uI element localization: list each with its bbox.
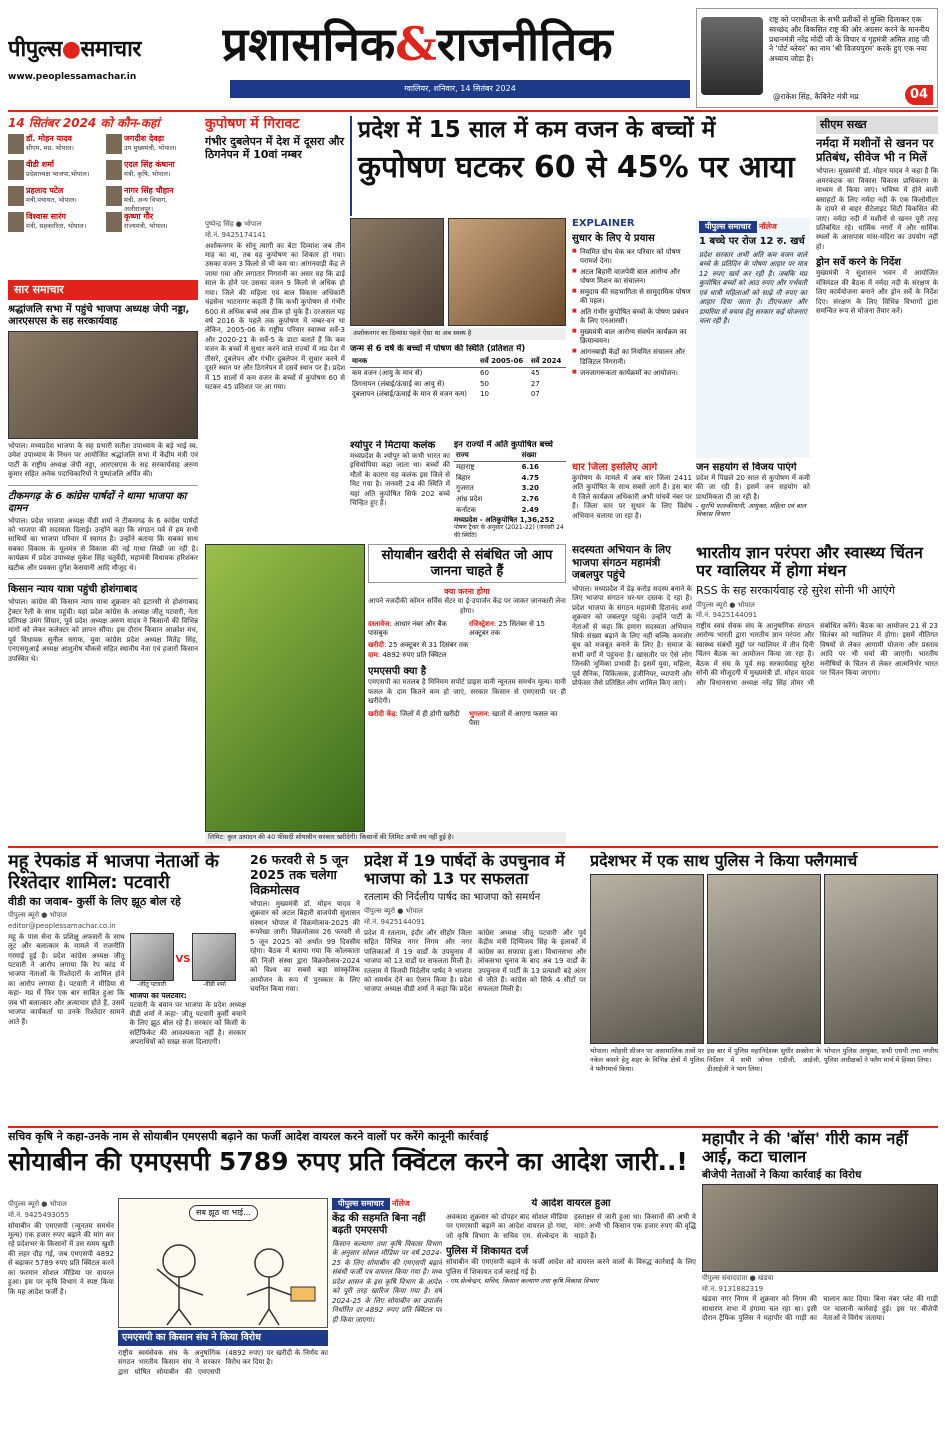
ratlam-text: प्रदेश में रतलाम, इंदौर और सीहोर जिला सहित विभिन्न नगर निगम और नगर पालिकाओं में 19 वार्डों के उपचुनाव में भाजपा को 13 वार्डों पर सफलता मिली है। रतलाम में विजयी निर्दलीय पार्षद ने भाजपा को समर्थन देने का ऐलान किया है। प्रदेश भाजपा अध्यक्ष वीडी शर्मा ने कहा कि प्रदेश कांग्रेस अध्यक्ष जीतू पटवारी और पूर्व केंद्रीय मंत्री दिग्विजय सिंह के इलाकों में कांग्रेस का सफाया हुआ। विधानसभा और लोकसभा चुनाव के बाद अब 19 वार्डों के उपचुनाव में पार्टी के 13 प्रत्याशी बड़े अंतर से जीते हैं। कांग्रेस को सिर्फ 4 सीटों पर सफलता मिली है। (364, 928, 586, 994)
protest-text: राष्ट्रीय स्वयंसेवक संघ के अनुषांगिक संगठन भारतीय किसान संघ ने सरकार द्वारा घोषित सोयाबीन की एमएसपी (4892 रुपए) पर खरीदी के निर्णय का विरोध कर दिया है। (118, 1348, 328, 1376)
vikram-story (250, 852, 360, 1122)
malnutrition-photo-before (350, 218, 444, 326)
viral-box (446, 1198, 696, 1438)
cartoon-bubble: सब झूठ था भाई... (189, 1205, 258, 1221)
dhar-text: कुपोषण के मामले में अब धार जिला 2411 अति कुपोषित के साथ सबसे आगे है। इस बार ये जिले कार्यक्रम अधिकारी अभी पांचवें नंबर पर हैं। जिला स्तर पर सुधार के लिए विशेष अभियान चलाया जा रहा है। (572, 474, 692, 520)
malnutrition-headline-a: प्रदेश में 15 साल में कम वजन के बच्चों में (358, 117, 716, 143)
mayor-title: महापौर ने की 'बॉस' गीरी काम नहीं आई, कटा चालान (702, 1130, 908, 1167)
list-item: ■ आंगनबाड़ी केंद्रों का नियमित संचालन और डिजिटल निगरानी। (572, 348, 692, 366)
rss-mobile: मो.नं. 9425144091 (696, 611, 758, 620)
list-item: ■ अति गंभीर कुपोषित बच्चों के पोषण प्रबंधन के लिए एनआरसी। (572, 308, 692, 326)
mhow-email[interactable]: editor@peoplessamachar.co.in (8, 921, 116, 930)
ratlam-byline: पीपुल्स ब्यूरो ● भोपाल (364, 907, 423, 916)
sahyog-box (696, 462, 810, 540)
sheopur-title: श्योपुर ने मिटाया कलंक (350, 440, 436, 451)
brief-2-text: भोपाल। प्रदेश भाजपा अध्यक्ष वीडी शर्मा ने टीकमगढ़ के 6 कांग्रेस पार्षदों को भाजपा की सदस्यता दिलाई। उन्होंने कहा कि संगठन पर्व में हम सभी साथियों का भाजपा परिवार में स्वागत है। उन्होंने बताया कि सबका साथ सबका विकास के मूलमंत्र से विकास की नई गाथा लिखी जा रही है। कार्यक्रम में प्रदेश उपाध्यक्ष मुकेश सिंह चतुर्वेदी, महामंत्री विधायक हरिशंकर खटीक और प्रवक्ता दुर्गेश केसवानी आदि मौजूद थे। (8, 516, 198, 572)
viral-text: अवकाश शुक्रवार को दोपहर बाद सोशल मीडिया पर एमएसपी बढ़ाने का आदेश वायरल हो गया, जो कृषि विभाग के सचिव एम. सेल्वेन्द्रन के हस्ताक्षर से जारी हुआ था। किसानों की अभी ये मांग: अभी भी किसान एक हजार रुपए की वृद्धि चाहते हैं। (446, 1213, 696, 1240)
mp-note: पोषण ट्रैकर के अनुसार (2021-22) (जनवरी 24 की स्थिति) (454, 524, 564, 539)
malnutrition-body: अशोकनगर के सोनू त्यागी का बेटा दिव्यांश जब तीन माह का था, तब वह कुपोषण का शिकार हो गया। उसका वजन 3 किलो से भी कम था। आंगनवाड़ी केंद्र ले जाया गया और लगातार निगरानी का असर यह कि ढाई साल के होने पर उसका वजन 9 किलो से अधिक हो गया। जिले की महिला एवं बाल विकास अधिकारी चंद्रसेना भाटनागर कहती हैं कि कभी कुपोषण से गंभीर 600 से अधिक बच्चे अब ठीक हो चुके हैं। दरअसल यह वर्ष 2016 के पहले तक कुपोषण में नम्बर-वन था लेकिन, 2005-06 के राष्ट्रीय परिवार स्वास्थ्य सर्वे-3 और 2020-21 के सर्वे-5 के डाटा बताते हैं कि कम वजन के बच्चों में सुधार करने वाले राज्यों में मप्र देश में तीसरे, दुबलेपन और गंभीर दुबलेपन में सुधार करने में दूसरे स्थान पर और ठिगनेपन में दसवें स्थान पर है। प्रदेश में 15 सालों में कम वजन के बच्चों में कुपोषण 60 से घटकर 45 प्रतिशत पर आ गया। (205, 241, 345, 392)
brief-1-photo (8, 331, 198, 439)
list-item: ■ मुख्यमंत्री बाल आरोग्य संवर्धन कार्यक्रम का क्रियान्वयन। (572, 328, 692, 346)
ratlam-sub: रतलाम की निर्दलीय पार्षद का भाजपा को समर्थन (364, 891, 541, 903)
section-title: प्रशासनिक&राजनीतिक (222, 17, 613, 71)
table-row: गुजरात 3.20 (456, 484, 539, 493)
sahyog-text: प्रदेश में पिछले 20 साल से कुपोषण में कमी की जा रही है। इसमें जन सहयोग को प्राथमिकता दी जा रही है। (696, 474, 810, 501)
msp-banner-line: सचिव कृषि ने कहा-उनके नाम से सोयाबीन एमएसपी बढ़ाने का फर्जी आदेश वायरल करने वालों पर करेंगे कानूनी कार्रवाई (8, 1130, 489, 1143)
flagmarch-story (590, 852, 938, 1122)
soybean-info-box: सोयाबीन खरीदी से संबंधित जो आप जानना चाहते हैं क्या करना होगा आपने नजदीकी कॉमन सर्विस सेंटर या ई-उपार्जन केंद्र पर जाकर जानकारी लेना होगा। दस्तावेज: आधार नंबर और बैंक पासबुक रजिस्ट्रेशन: 25 सितंबर से 15 अक्टूबर तक खरीदी: 25 अक्टूबर से 31 दिसंबर तक दाम: 4892 रुपए प्रति क्विंटल एमएसपी क्या है एमएसपी का मतलब है मिनिमम सपोर्ट प्राइस यानी न्यूनतम समर्थन मूल्य। यानी फसल के दाम कितने कम हो जाएं, सरकार किसान से एमएसपी पर ही खरीदेगी। खरीदी केंद्र: जिलों में ही होगी खरीदी भुगतान: खातों में आएगा फसल का पैसा (368, 544, 566, 814)
sheopur-text: मध्यप्रदेश के श्योपुर को कभी भारत का इथियोपिया कहा जाता था। बच्चों की मौतों के कारण यह कलंक इस जिले से मिट गया है। जनवरी 24 की स्थिति में यहां अति कुपोषित सिर्फ 202 बच्चे चिन्हित हुए हैं। (350, 452, 450, 508)
lower-rule (8, 1126, 938, 1128)
person-item: जगदीश देवड़ा उप मुख्यमंत्री, भोपाल। (106, 134, 198, 156)
nutrition-table-title: जन्म से 6 वर्ष के बच्चों में पोषण की स्थिति (प्रतिशत में) (350, 344, 526, 354)
person-item: विश्वास सारंग मंत्री, सहकारिता, भोपाल। (8, 212, 100, 234)
msp-title: एमएसपी क्या है (368, 666, 427, 678)
mayor-byline: पीपुल्स संवाददाता ● खंडवा (702, 1273, 774, 1282)
rss-byline: पीपुल्स ब्यूरो ● भोपाल (696, 600, 755, 609)
list-item: ■ नियमित ग्रोथ चेक कर परिवार को पोषण परामर्श देना। (572, 248, 692, 266)
person-item: कृष्णा गौर राज्यमंत्री, भोपाल। (106, 212, 198, 234)
table-row: कम वजन (आयु के मान से) 60 45 (352, 368, 540, 377)
mhow-title: महू रेपकांड में भाजपा नेताओं के रिश्तेदार शामिल: पटवारी (8, 852, 219, 893)
centre-tag-a: पीपुल्स समाचार (332, 1198, 390, 1210)
flagmarch-cap-1: भोपाल। त्योहारी सीजन पर असामाजिक तत्वों पर नकेल कसने हेतु शहर के विभिन्न क्षेत्रों में पुलिस ने फ्लैगमार्च किया। (590, 1047, 704, 1073)
person-photo (106, 212, 122, 232)
briefs-header: सार समाचार (8, 280, 198, 300)
sahyog-sig: - सुरभि फारुकीयानी, आयुक्त, महिला एवं बाल विकास विभाग (696, 502, 806, 519)
rss-sub: RSS के सह सरकार्यवाह रहे सुरेश सोनी भी आएंगे (696, 583, 895, 597)
list-item: ■ अटल बिहारी वाजपेयी बाल आरोग्य और पोषण मिशन का संचालन। (572, 268, 692, 286)
flagmarch-cap-2: इस बार में पुलिस महानिदेशक सुधीर सक्सेना के निर्देशन में सभी जोनल एडीजी, आईजी, डीआईजी ने भाग लिया। (707, 1047, 821, 1073)
dateline: ग्वालियर, शनिवार, 14 सितंबर 2024 (230, 80, 690, 98)
mhow-reply-title: भाजपा का पलटवार: (129, 991, 187, 1001)
soybean-what-text: आपने नजदीकी कॉमन सर्विस सेंटर या ई-उपार्जन केंद्र पर जाकर जानकारी लेना होगा। (368, 597, 566, 615)
explainer-box (572, 218, 692, 458)
states-title: इन राज्यों में अति कुपोषित बच्चे (454, 440, 553, 450)
site-url[interactable]: www.peoplessamachar.in (8, 71, 137, 82)
protest-title: एमएसपी का किसान संघ ने किया विरोध (118, 1330, 328, 1346)
person-photo (106, 160, 122, 180)
viral-sig: - एम.सेल्वेन्द्रन, सचिव, किसान कल्याण तथा कृषि विकास विभाग (446, 1277, 599, 1286)
header-rule (8, 110, 938, 112)
flagmarch-cap-3: भोपाल पुलिस आयुक्त, सभी एसपी तथा नगरीय पुलिस अधीक्षकों ने फ्लैग मार्च में हिस्सा लिया। (824, 1047, 938, 1065)
minister-photo (701, 17, 763, 95)
malnutrition-kicker: कुपोषण में गिरावट (205, 116, 300, 132)
police-text: सोयाबीन की एमएसपी बढ़ाने के फर्जी आदेश को वायरल करने वालों के विरुद्ध कार्रवाई के लिए पुलिस में शिकायत दर्ज कराई गई है। (446, 1258, 696, 1276)
vs-badge: VS (175, 954, 191, 966)
person-photo (8, 160, 24, 180)
soybean-what-label: क्या करना होगा (444, 587, 490, 597)
malnutrition-body-col (205, 218, 345, 538)
logo-text: पीपुल्स●समाचार (8, 37, 141, 62)
soybean-box-title: सोयाबीन खरीदी से संबंधित जो आप जानना चाहते हैं (368, 544, 566, 583)
quote-signature: @राकेश सिंह, कैबिनेट मंत्री मप्र (773, 91, 859, 101)
table-row: महाराष्ट्र 6.16 (456, 462, 539, 471)
table-row: दुबलापन (लंबाई/ऊंचाई के मान से वजन कम) 10 07 (352, 390, 540, 399)
malnutrition-byline: पुष्पेन्द्र सिंह ● भोपाल (205, 220, 262, 228)
malnutrition-kicker-box (205, 116, 345, 216)
rss-text: राष्ट्रीय स्वयं सेवक संघ के आनुषांगिक संगठन आरोग्य भारती द्वारा भारतीय ज्ञान परंपरा और स्वास्थ्य संबंधी मुद्दों पर ग्वालियर में तीन दिनी चिंतन बैठक का आयोजन किया जा रहा है। बैठक में संघ के पूर्व सह सरकार्यवाह सुरेश सोनी की मौजूदगी में मुख्यमंत्री डॉ. मोहन यादव और विधानसभा अध्यक्ष नरेंद्र सिंह तोमर भी संबोधित करेंगे। बैठक का आयोजन 21 से 23 सितंबर को ग्वालियर में होगा। इसमें नीतिगत विषयों से लेकर आगामी योजना और प्रस्ताव आदि पर भी चर्चा की जाएगी। भारतीय मनीषियों के चिंतन से लेकर आत्मनिर्भर भारत पर चिंतन किया जाएगा। (696, 622, 938, 687)
flagmarch-photo-1 (590, 874, 704, 1044)
table-row: बिहार 4.75 (456, 473, 539, 482)
mayor-story (702, 1130, 938, 1438)
narmada-title: नर्मदा में मशीनों से खनन पर प्रतिबंध, सीवेज भी न मिलें (816, 135, 934, 164)
mayor-sub: बीजेपी नेताओं ने किया कार्रवाई का विरोध (702, 1168, 862, 1181)
msp-banner-headline: सोयाबीन की एमएसपी 5789 रुपए प्रति क्विंटल करने का आदेश जारी..! (8, 1146, 688, 1176)
flagmarch-title: प्रदेशभर में एक साथ पुलिस ने किया फ्लैगमार्च (590, 852, 858, 870)
narmada-sub-title: ड्रोन सर्वे करने के निर्देश (816, 257, 901, 269)
police-title: पुलिस में शिकायत दर्ज (446, 1246, 529, 1258)
person-item: वीडी शर्मा प्रदेशाध्यक्ष भाजपा,भोपाल। (8, 160, 100, 182)
person-photo (106, 186, 122, 206)
mayor-mobile: मो.नं. 9131882319 (702, 1284, 764, 1293)
sheopur-box (350, 440, 450, 540)
list-item: ■ समुदाय की सहभागिता से सामुदायिक पोषण की पहल। (572, 288, 692, 306)
person-item: एदल सिंह कंषाना मंत्री, कृषि, भोपाल। (106, 160, 198, 182)
brief-3-text: भोपाल। कांग्रेस की किसान न्याय यात्रा शुक्रवार को इटारसी से होशंगाबाद ट्रेक्टर रैली के साथ पहुंची। यहां प्रदेश कांग्रेस के अध्यक्ष जीतू पटवारी, नेता प्रतिपक्ष उमंग सिंघार, पूर्व प्रदेश अध्यक्ष अरुण यादव ने किसानों की विभिन्न मांगों को लेकर कलेक्टर को ज्ञापन सौंपा। इस दौरान किसान आक्रोश मंच, पूर्व विधायक सुनील सराफ, युवा कांग्रेस प्रदेश अध्यक्ष मितेंद्र सिंह, एनएसयूआई अध्यक्ष आशुतोष चौकसे सहित स्थानीय नेता एवं हजारों किसान उपस्थित थे। (8, 598, 198, 663)
explainer-title: सुधार के लिए ये प्रयास (572, 232, 655, 244)
malnutrition-mobile: मो.नं. 9425174141 (205, 230, 267, 239)
sharma-photo (192, 933, 236, 981)
flagmarch-photo-3 (824, 874, 938, 1044)
person-photo (106, 134, 122, 154)
mid-rule (8, 846, 938, 848)
sahyog-title: जन सहयोग से विजय पाएंगे (696, 462, 797, 473)
msp-text: एमएसपी का मतलब है मिनिमम सपोर्ट प्राइस यानी न्यूनतम समर्थन मूल्य। यानी फसल के दाम कितने कम हो जाएं, सरकार किसान से एमएसपी पर ही खरीदेगी। (368, 678, 566, 705)
malnutrition-subhead: गंभीर दुबलेपन में देश में दूसरा और ठिगनेपन में 10वां नम्बर (205, 134, 345, 161)
explainer-list (572, 248, 692, 378)
centre-box: पीपुल्स समाचार नॉलेज केंद्र की सहमति बिना नहीं बढ़ती एमएसपी किसान कल्याण तथा कृषि विकास विभाग के अनुसार सोशल मीडिया पर वर्ष 2024-25 के लिए सोयाबीन की एमएसपी बढ़ाने संबंधी फर्जी पत्र वायरल किया गया है। मध्य प्रदेश शासन के इस कृषि विभाग के आदेश को पूरी तरह खारिज किया गया है। वर्ष 2024-25 के लिए सोयाबीन का उपार्जन निर्धारित दर 4892 रुपए प्रति क्विंटल पर ही किया जाएगा। (332, 1199, 442, 1324)
knowledge-title: 1 बच्चे पर रोज 12 रु. खर्च (699, 236, 805, 247)
soy-byline: पीपुल्स ब्यूरो ● भोपाल (8, 1200, 67, 1208)
centre-title: केंद्र की सहमति बिना नहीं बढ़ती एमएसपी (332, 1213, 426, 1236)
patwari-photo (130, 933, 174, 981)
centre-text: किसान कल्याण तथा कृषि विकास विभाग के अनुसार सोशल मीडिया पर वर्ष 2024-25 के लिए सोयाबीन की एमएसपी बढ़ाने संबंधी फर्जी पत्र वायरल किया गया है। मध्य प्रदेश शासन के इस कृषि विभाग के आदेश को पूरी तरह खारिज किया गया है। वर्ष 2024-25 के लिए सोयाबीन का उपार्जन निर्धारित दर 4892 रुपए प्रति क्विंटल पर ही किया जाएगा। (332, 1240, 442, 1324)
cartoon (118, 1198, 328, 1328)
rss-story (696, 544, 938, 834)
table-row: आंध्र प्रदेश 2.76 (456, 495, 539, 504)
mhow-text: महू के पास सेना के प्रशिक्षु अफसरों के साथ लूट और बलात्कार के मामले में राजनीति गरमाई हुई है। प्रदेश कांग्रेस अध्यक्ष जीतू पटवारी ने आरोप लगाया कि रेप कांड में भाजपा नेताओं के रिश्तेदारों के शामिल होने का आरोप लगाया है। पटवारी ने मीडिया से कहा- मप्र में फिर एक बार साबित हुआ कि जब भी बलात्कार और अत्याचार होते हैं, उसमें भाजपा कार्यकर्ता या उनके रिश्तेदार सामने आते हैं। (8, 932, 125, 1026)
brief-1-title: श्रद्धांजलि सभा में पहुंचे भाजपा अध्यक्ष जेपी नड्डा, आरएसएस के सह सरकार्यवाह (8, 303, 190, 327)
narmada-kicker: सीएम सख्त (816, 116, 938, 134)
person-item: प्रहलाद पटेल मंत्री,पंचायत, भोपाल। (8, 186, 100, 208)
person-photo (8, 212, 24, 232)
explainer-tag: EXPLAINER (572, 218, 635, 229)
knowledge-box: पीपुल्स समाचार नॉलेज 1 बच्चे पर रोज 12 रु. खर्च प्रदेश सरकार अभी अति कम वजन वाले बच्चे के प्रतिदिन के पोषण आहार पर मात्र 12 रुपए खर्च कर रही है। जबकि मप्र कुपोषित बच्चों को आठ रुपए और गर्भवती एवं धात्री महिलाओं को साढ़े नौ रुपए का आहार दिया जाता है। टीएचआर और डायरिया से बचाव हेतु सरकार कई योजनाएं चला रही है। (696, 218, 810, 458)
flagmarch-photo-2 (707, 874, 821, 1044)
table-row: ठिगनापन (लंबाई/ऊंचाई का आयु से) 50 27 (352, 379, 540, 388)
mp-line: मध्यप्रदेश - अतिकुपोषित 1,36,252 (454, 515, 555, 524)
malnutrition-headline-b: कुपोषण घटकर 60 से 45% पर आया (358, 149, 795, 185)
soybean-caption: लिमिट: कुल उत्पादन की 40 फीसदी सोयाबीन सरकार खरीदेगी। किसानों की लिमिट अभी तय नहीं हुई है। (205, 832, 566, 844)
people-list-left (8, 134, 100, 238)
states-box (454, 440, 566, 540)
whoswho-title: 14 सितंबर 2024 को कौन-कहां (8, 116, 160, 130)
membership-story (572, 544, 692, 834)
membership-text: भोपाल। मध्यप्रदेश में डेढ़ करोड़ सदस्य बनाने के लिए भाजपा संगठन घर-घर दस्तक दे रहा है। प्रदेश भाजपा के संगठन महामंत्री हितानंद शर्मा शुक्रवार को जबलपुर पहुंचे। उन्होंने पार्टी के नेताओं से कहा कि हमारा सदस्यता अभियान सिर्फ संख्या बढ़ाने के लिए नहीं बल्कि कमजोर बूथ को मजबूत बनाने के लिए है। समाज के सभी वर्गों में पहुंचना है। खासतौर पर ऐसे लोग जिनकी भूमिका प्रभावी है। इसमें युवा, महिला, पूर्व सैनिक, चिकित्सक, इंजीनियर, व्यापारी और प्रोफेसर जैसे प्रतिष्ठित लोग शामिल किए जाएं। (572, 584, 692, 688)
msp-banner (8, 1130, 698, 1196)
person-photo (8, 186, 24, 206)
mhow-sub: वीडी का जवाब- कुर्सी के लिए झूठ बोल रहे (8, 895, 181, 909)
knowledge-tag-a: पीपुल्स समाचार (699, 221, 757, 233)
mhow-byline: पीपुल्स ब्यूरो ● भोपाल (8, 911, 67, 920)
vikram-text: भोपाल। मुख्यमंत्री डॉ. मोहन यादव ने शुक्रवार को अटल बिहारी वाजपेयी सुशासन संस्थान भोपाल में विक्रमोत्सव-2025 की रूपरेखा जारी। विक्रमोत्सव 26 फरवरी से 5 जून 2025 को अर्थात 99 दिवसीय रहेगा। बैठक में बताया गया कि कोलकाता की निजी संस्था द्वारा विक्रमोत्सव-2024 को विश्व का सबसे बड़ा सांस्कृतिक आयोजन के रूप में पुरस्कार के लिए चयनित किया गया। (250, 900, 360, 993)
masthead-logo (8, 6, 218, 102)
mhow-story: महू रेपकांड में भाजपा नेताओं के रिश्तेदार शामिल: पटवारी वीडी का जवाब- कुर्सी के लिए झूठ बोल रहे पीपुल्स ब्यूरो ● भोपाल editor@peoplessamachar.co.in महू के पास सेना के प्रशिक्षु अफसरों के साथ लूट और बलात्कार के मामले में राजनीति गरमाई हुई है। प्रदेश कांग्रेस अध्यक्ष जीतू पटवारी ने आरोप लगाया कि रेप कांड में भाजपा नेताओं के रिश्तेदारों के शामिल होने का आरोप लगाया है। पटवारी ने मीडिया से कहा- मप्र में फिर एक बार साबित हुआ कि जब भी बलात्कार और अत्याचार होते हैं, उसमें भाजपा कार्यकर्ता या उनके रिश्तेदार सामने आते हैं। -जीतू पटवारी VS -वीडी शर्मा भाजपा का पलटवार: पटवारी के बयान पर भाजपा के प्रदेश अध्यक्ष वीडी शर्मा ने कहा- जीतू पटवारी कुर्सी बचाने के लिए झूठ बोल रहे हैं। सरकार को किसी के सर्टिफिकेट की आवश्यकता नहीं है। सरकार अपराधियों को सख्त सजा दिलाएगी। (8, 852, 246, 1047)
rss-title: भारतीय ज्ञान परंपरा और स्वास्थ्य चिंतन पर ग्वालियर में होगा मंथन (696, 544, 923, 581)
mayor-text: खंडवा नगर निगम में शुक्रवार को निगम की साधारण सभा में हंगामा चल रहा था। इसी दौरान ट्रैफिक पुलिस ने महापौर की गाड़ी का चालान काट दिया। बिना नंबर प्लेट की गाड़ी पर चालानी कार्रवाई हुई। इस पर बीजेपी नेताओं ने विरोध जताया। (702, 1295, 938, 1323)
dhar-title: धार जिला इसलिए आगे (572, 462, 658, 473)
knowledge-text: प्रदेश सरकार अभी अति कम वजन वाले बच्चे के प्रतिदिन के पोषण आहार पर मात्र 12 रुपए खर्च कर रही है। जबकि मप्र कुपोषित बच्चों को आठ रुपए और गर्भवती एवं धात्री महिलाओं को साढ़े नौ रुपए का आहार दिया जाता है। टीएचआर और डायरिया से बचाव हेतु सरकार कई योजनाएं चला रही है। (699, 251, 807, 326)
soy-story-col (8, 1198, 114, 1438)
soybean-photo (205, 544, 365, 832)
mayor-photo (702, 1184, 938, 1272)
person-item: नागर सिंह चौहान मंत्री, अन्य विभाग, अलीराजपुर। (106, 186, 198, 208)
soy-mobile: मो.नं. 9425493055 (8, 1210, 70, 1219)
narmada-sub-text: मुख्यमंत्री ने सुशासन भवन में आयोजित मंत्रिमंडल की बैठक में नर्मदा नदी के संरक्षण के लिए कार्ययोजना बनाने और ड्रोन सर्वे के निर्देश दिए। संरक्षण के लिए विभिन्न विभागों द्वारा समन्वित रूप से योजना तैयार करें। (816, 269, 938, 316)
mhow-reply-text: पटवारी के बयान पर भाजपा के प्रदेश अध्यक्ष वीडी शर्मा ने कहा- जीतू पटवारी कुर्सी बचाने के लिए झूठ बोल रहे हैं। सरकार को किसी के सर्टिफिकेट की आवश्यकता नहीं है। सरकार अपराधियों को सख्त सजा दिलाएगी। (129, 1000, 246, 1047)
brief-2-title: टीकमगढ़ के 6 कांग्रेस पार्षदों ने थामा भाजपा का दामन (8, 490, 187, 514)
person-photo (8, 134, 24, 154)
states-table: राज्य संख्या महाराष्ट्र 6.16 बिहार 4.75 गुजरात 3.20 आंध्र प्रदेश 2.76 कर्नाटक 2.49 (454, 450, 566, 516)
brief-3-title: किसान न्याय यात्रा पहुंची होशंगाबाद (8, 584, 138, 596)
ratlam-story (364, 852, 586, 1122)
vikram-title: 26 फरवरी से 5 जून 2025 तक चलेगा विक्रमोत्सव (250, 852, 349, 897)
ratlam-title: प्रदेश में 19 पार्षदों के उपचुनाव में भाजपा को 13 पर सफलता (364, 852, 565, 889)
narmada-column (816, 116, 938, 540)
dhar-box (572, 462, 692, 540)
malnutrition-photo-caption: अशोकनगर का दिव्यांश पहले ऐसा था अब स्वस्थ है (350, 328, 566, 340)
quote-box (696, 8, 938, 108)
page-number: 04 (905, 85, 933, 105)
list-item: ■ जनजागरूकता कार्यक्रमों का आयोजन। (572, 369, 692, 378)
nutrition-table: मानक सर्वे 2005-06 सर्वे 2024 कम वजन (आयु के मान से) 60 45 ठिगनापन (लंबाई/ऊंचाई का आयु से) 50 27 दुबलापन (लंबाई/ऊंचाई के मान से वजन कम) 10 07 (350, 356, 566, 400)
table-row: कर्नाटक 2.49 (456, 505, 539, 514)
malnutrition-photo-after (448, 218, 566, 326)
viral-title: ये आदेश वायरल हुआ (531, 1198, 611, 1209)
narmada-text: भोपाल। मुख्यमंत्री डॉ. मोहन यादव ने कहा है कि अमरकंटक का विकास विकास प्राधिकरण के माध्यम से किया जाए। भविष्य में होने वाली बसाहटों के लिए नर्मदा नदी के एक किलोमीटर के दायरे से बाहर सैटेलाइट सिटी विकसित की जाए। नर्मदा नदी में मशीनों से खनन पूरी तरह प्रतिबंधित रहे। धार्मिक नगरों में और धार्मिक स्थलों के आसपास मांस-मदिरा का उपयोग नहीं हो। (816, 167, 938, 251)
soy-text: सोयाबीन की एमएसपी (न्यूनतम समर्थन मूल्य) एक हजार रुपए बढ़ाने की मांग कर रहे प्रदेशभर के किसानों में उस समय खुशी की लहर दौड़ गई, जब एमएसपी 4892 से बढ़ाकर 5789 रुपए प्रति क्विंटल करने का फरमान सोशल मीडिया पर वायरल हुआ। इस पर कृषि विभाग ने स्पष्ट किया कि यह आदेश फर्जी है। (8, 1221, 114, 1296)
membership-title: सदस्यता अभियान के लिए भाजपा संगठन महामंत्री जबलपुर पहुंचे (572, 544, 671, 582)
whoswho-box (8, 116, 198, 274)
brief-1-text: भोपाल। मध्यप्रदेश भाजपा के सह प्रभारी सतीश उपाध्याय के बड़े भाई स्व. उमेश उपाध्याय के निधन पर आयोजित श्रद्धांजलि सभा में केंद्रीय मंत्री एवं पार्टी के राष्ट्रीय अध्यक्ष जेपी नड्डा, आरएसएस के सह सरकार्यवाह अरुण कुमार सहित अनेक पदाधिकारियों ने पुष्पांजलि अर्पित की। (8, 441, 198, 479)
briefs-column (8, 280, 198, 830)
people-list-right (106, 134, 198, 238)
ratlam-mobile: मो.नं. 9425144091 (364, 918, 426, 927)
nutrition-table-box (350, 344, 566, 438)
quote-text: राष्ट्र को पराधीनता के सभी प्रतीकों से मुक्ति दिलाकर एक स्वच्छंद और विकसित राष्ट्र की ओर अग्रसर करने के माननीय प्रधानमंत्री नरेंद्र मोदी जी के विचार व गृहमंत्री अमित शाह जी ने 'पोर्ट ब्लेयर' का नाम 'श्री विजयपुरम' करके हुए एक नया अध्याय जोड़ा है। (769, 15, 930, 63)
person-item: डॉ. मोहन यादव सीएम, मप्र. भोपाल। (8, 134, 100, 156)
malnutrition-headline-box (350, 116, 810, 216)
protest-box (118, 1330, 328, 1438)
